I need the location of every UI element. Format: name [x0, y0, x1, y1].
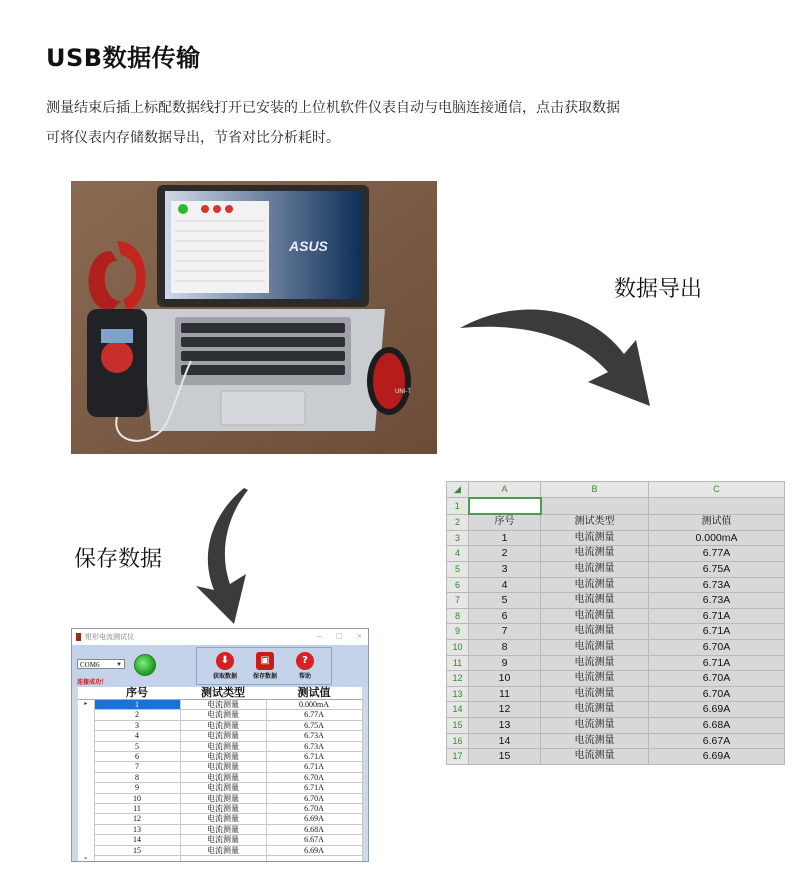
grid-cell[interactable]: 14: [94, 835, 180, 845]
connection-status: 连接成功！: [77, 680, 108, 686]
sheet-cell[interactable]: 4: [469, 577, 541, 593]
sheet-cell[interactable]: 9: [469, 655, 541, 671]
sheet-cell[interactable]: 11: [469, 686, 541, 702]
grid-row[interactable]: [78, 845, 362, 855]
sheet-row: [447, 624, 785, 640]
grid-cell[interactable]: 6.77A: [266, 710, 362, 720]
grid-cell[interactable]: 6.67A: [266, 835, 362, 845]
sheet-cell[interactable]: 电流测量: [541, 702, 649, 718]
sheet-cell[interactable]: 6.70A: [649, 639, 785, 655]
row-indicator: [78, 814, 94, 824]
sheet-cell[interactable]: 7: [469, 624, 541, 640]
sheet-cell[interactable]: 6.73A: [649, 577, 785, 593]
sheet-row: [447, 498, 785, 515]
grid-cell[interactable]: 8: [94, 772, 180, 782]
sheet-header-cell[interactable]: 测试值: [649, 514, 785, 530]
grid-cell[interactable]: 电流测量: [180, 731, 266, 741]
connection-indicator-icon: [134, 654, 156, 676]
row-number[interactable]: 4: [447, 546, 469, 562]
mouse-brand-text: UNI-T: [395, 389, 411, 395]
sheet-cell[interactable]: 电流测量: [541, 686, 649, 702]
grid-cell[interactable]: 7: [94, 762, 180, 772]
sheet-cell[interactable]: 电流测量: [541, 608, 649, 624]
row-indicator: [78, 710, 94, 720]
grid-row[interactable]: [78, 824, 362, 834]
grid-cell[interactable]: 15: [94, 845, 180, 855]
spreadsheet: [446, 481, 784, 763]
sheet-row: [447, 749, 785, 765]
app-toolbar: [72, 645, 368, 687]
grid-cell[interactable]: 电流测量: [180, 824, 266, 834]
grid-row[interactable]: [78, 762, 362, 772]
grid-row[interactable]: [78, 731, 362, 741]
row-indicator: [78, 845, 94, 855]
grid-cell[interactable]: 电流测量: [180, 741, 266, 751]
get-data-button[interactable]: [205, 652, 245, 680]
sheet-row: [447, 671, 785, 687]
grid-cell[interactable]: 5: [94, 741, 180, 751]
save-data-label: 保存数据: [252, 673, 277, 680]
section-heading: USB数据传输: [46, 44, 201, 72]
row-number[interactable]: 14: [447, 702, 469, 718]
row-number[interactable]: 1: [447, 498, 469, 515]
grid-row[interactable]: [78, 814, 362, 824]
sheet-cell[interactable]: 6.69A: [649, 702, 785, 718]
row-indicator: [78, 741, 94, 751]
sheet-cell[interactable]: 15: [469, 749, 541, 765]
sheet-cell[interactable]: 8: [469, 639, 541, 655]
sheet-header-cell[interactable]: 序号: [469, 514, 541, 530]
sheet-cell[interactable]: [649, 498, 785, 515]
sheet-cell[interactable]: 电流测量: [541, 530, 649, 546]
row-number[interactable]: 16: [447, 733, 469, 749]
grid-cell[interactable]: 电流测量: [180, 835, 266, 845]
sheet-row: [447, 577, 785, 593]
app-icon: [76, 633, 81, 641]
sheet-cell[interactable]: 电流测量: [541, 546, 649, 562]
sheet-cell[interactable]: 6.77A: [649, 546, 785, 562]
grid-cell[interactable]: 1: [94, 700, 180, 710]
sheet-row: [447, 655, 785, 671]
sheet-row: [447, 717, 785, 733]
row-number[interactable]: 17: [447, 749, 469, 765]
description-line-2: 可将仪表内存储数据导出，节省对比分析耗时。: [46, 130, 340, 146]
grid-cell[interactable]: 11: [94, 804, 180, 814]
row-indicator: [78, 752, 94, 762]
row-indicator: [78, 804, 94, 814]
description-line-1: 测量结束后插上标配数据线打开已安装的上位机软件仪表自动与电脑连接通信，点击获取数据: [46, 100, 620, 116]
grid-cell[interactable]: 6.73A: [266, 731, 362, 741]
row-indicator: [78, 762, 94, 772]
grid-header-row: [78, 687, 362, 700]
get-data-label: 获取数据: [212, 673, 237, 680]
row-indicator: [78, 720, 94, 730]
sheet-cell[interactable]: 电流测量: [541, 671, 649, 687]
corner-cell[interactable]: ◢: [447, 482, 469, 498]
sheet-cell[interactable]: 6.73A: [649, 593, 785, 609]
grid-cell[interactable]: [180, 856, 266, 862]
sheet-cell[interactable]: 6.68A: [649, 717, 785, 733]
sheet-cell[interactable]: 5: [469, 593, 541, 609]
row-number[interactable]: 6: [447, 577, 469, 593]
grid-cell[interactable]: 13: [94, 824, 180, 834]
help-icon: ?: [296, 652, 314, 670]
grid-row[interactable]: [78, 804, 362, 814]
spreadsheet-body: [447, 498, 785, 765]
sheet-cell[interactable]: 6: [469, 608, 541, 624]
sheet-cell[interactable]: 2: [469, 546, 541, 562]
sheet-cell[interactable]: 电流测量: [541, 593, 649, 609]
row-number[interactable]: 13: [447, 686, 469, 702]
row-indicator: [78, 783, 94, 793]
grid-cell[interactable]: 电流测量: [180, 845, 266, 855]
sheet-cell[interactable]: 电流测量: [541, 749, 649, 765]
grid-cell[interactable]: 6.70A: [266, 793, 362, 803]
save-label: 保存数据: [74, 547, 163, 572]
grid-cell[interactable]: 6: [94, 752, 180, 762]
grid-header-cell[interactable]: 测试值: [266, 687, 362, 700]
col-letter-b[interactable]: B: [541, 482, 649, 498]
row-number[interactable]: 8: [447, 608, 469, 624]
sheet-row: [447, 546, 785, 562]
sheet-cell[interactable]: 3: [469, 561, 541, 577]
sheet-cell[interactable]: 电流测量: [541, 624, 649, 640]
close-icon[interactable]: ×: [356, 631, 362, 641]
software-window: [71, 628, 369, 862]
grid-cell[interactable]: 2: [94, 710, 180, 720]
help-label: 帮助: [298, 673, 311, 680]
sheet-cell[interactable]: 电流测量: [541, 655, 649, 671]
row-number[interactable]: 11: [447, 655, 469, 671]
grid-header-cell[interactable]: 序号: [94, 687, 180, 700]
sheet-cell[interactable]: 6.71A: [649, 624, 785, 640]
row-number[interactable]: 7: [447, 593, 469, 609]
grid-cell[interactable]: 电流测量: [180, 793, 266, 803]
sheet-cell[interactable]: 6.75A: [649, 561, 785, 577]
port-value: COM6: [80, 661, 100, 669]
sheet-row: [447, 686, 785, 702]
export-label: 数据导出: [614, 277, 703, 302]
grid-row[interactable]: [78, 752, 362, 762]
grid-cell[interactable]: 6.69A: [266, 845, 362, 855]
sheet-cell[interactable]: 电流测量: [541, 717, 649, 733]
toolbar-button-group: [196, 647, 332, 685]
data-grid-table: [78, 687, 363, 862]
sheet-cell[interactable]: 电流测量: [541, 733, 649, 749]
grid-cell[interactable]: 电流测量: [180, 762, 266, 772]
photo-illustration: [71, 181, 437, 454]
col-letter-c[interactable]: C: [649, 482, 785, 498]
grid-cell[interactable]: [94, 856, 180, 862]
chevron-down-icon: ▼: [116, 662, 122, 668]
product-photo: [71, 181, 437, 454]
export-arrow: [458, 300, 658, 410]
sheet-cell[interactable]: 0.000mA: [649, 530, 785, 546]
grid-row[interactable]: [78, 793, 362, 803]
grid-cell[interactable]: 电流测量: [180, 752, 266, 762]
grid-row[interactable]: [78, 772, 362, 782]
grid-cell[interactable]: 12: [94, 814, 180, 824]
port-select[interactable]: [77, 659, 125, 669]
row-number[interactable]: 5: [447, 561, 469, 577]
help-button[interactable]: [285, 652, 325, 680]
sheet-cell[interactable]: 6.70A: [649, 686, 785, 702]
grid-row[interactable]: [78, 700, 362, 710]
selected-cell[interactable]: [469, 498, 541, 515]
row-number[interactable]: 9: [447, 624, 469, 640]
grid-cell[interactable]: 4: [94, 731, 180, 741]
row-indicator: [78, 731, 94, 741]
grid-cell[interactable]: 0.000mA: [266, 700, 362, 710]
data-grid: [78, 687, 362, 861]
sheet-cell[interactable]: 6.71A: [649, 608, 785, 624]
sheet-cell[interactable]: 14: [469, 733, 541, 749]
grid-cell[interactable]: 电流测量: [180, 783, 266, 793]
save-icon: ▣: [256, 652, 274, 670]
maximize-icon[interactable]: □: [336, 631, 342, 641]
grid-cell[interactable]: 6.71A: [266, 752, 362, 762]
row-indicator: [78, 772, 94, 782]
sheet-row: [447, 608, 785, 624]
grid-cell[interactable]: 6.70A: [266, 772, 362, 782]
grid-cell[interactable]: 6.71A: [266, 762, 362, 772]
grid-cell[interactable]: 6.71A: [266, 783, 362, 793]
sheet-row: [447, 733, 785, 749]
sheet-cell[interactable]: 电流测量: [541, 561, 649, 577]
grid-row[interactable]: [78, 720, 362, 730]
grid-cell[interactable]: 电流测量: [180, 814, 266, 824]
window-titlebar: [72, 629, 368, 645]
grid-cell[interactable]: 电流测量: [180, 804, 266, 814]
sheet-cell[interactable]: 1: [469, 530, 541, 546]
sheet-row: [447, 702, 785, 718]
grid-row[interactable]: [78, 741, 362, 751]
grid-cell[interactable]: 电流测量: [180, 710, 266, 720]
window-title: 钳形电流测试仪: [85, 633, 134, 641]
row-indicator: [78, 835, 94, 845]
row-number[interactable]: 12: [447, 671, 469, 687]
sheet-cell[interactable]: 13: [469, 717, 541, 733]
save-arrow: [190, 486, 260, 626]
grid-cell[interactable]: 3: [94, 720, 180, 730]
sheet-cell[interactable]: [541, 498, 649, 515]
save-data-button[interactable]: [245, 652, 285, 680]
spreadsheet-table: [446, 481, 785, 765]
grid-cell[interactable]: [266, 856, 362, 862]
sheet-row: [447, 639, 785, 655]
sheet-row: [447, 561, 785, 577]
grid-new-row[interactable]: [78, 856, 362, 862]
sheet-cell[interactable]: 6.67A: [649, 733, 785, 749]
sheet-row: [447, 530, 785, 546]
grid-cell[interactable]: 10: [94, 793, 180, 803]
grid-cell[interactable]: 电流测量: [180, 700, 266, 710]
grid-row[interactable]: [78, 783, 362, 793]
sheet-cell[interactable]: 电流测量: [541, 577, 649, 593]
sheet-cell[interactable]: 6.70A: [649, 671, 785, 687]
grid-header-cell[interactable]: 测试类型: [180, 687, 266, 700]
grid-cell[interactable]: 6.73A: [266, 741, 362, 751]
sheet-cell[interactable]: 电流测量: [541, 639, 649, 655]
sheet-cell[interactable]: 12: [469, 702, 541, 718]
grid-cell[interactable]: 9: [94, 783, 180, 793]
grid-cell[interactable]: 6.70A: [266, 804, 362, 814]
data-grid-body: [78, 700, 362, 863]
grid-cell[interactable]: 电流测量: [180, 720, 266, 730]
row-number[interactable]: 10: [447, 639, 469, 655]
grid-indicator-header: [78, 687, 94, 700]
row-number[interactable]: 2: [447, 514, 469, 530]
row-indicator: [78, 793, 94, 803]
sheet-cell[interactable]: 6.69A: [649, 749, 785, 765]
grid-cell[interactable]: 电流测量: [180, 772, 266, 782]
row-number[interactable]: 3: [447, 530, 469, 546]
grid-row[interactable]: [78, 835, 362, 845]
column-letter-row: [447, 482, 785, 498]
row-pointer-icon: *: [84, 857, 88, 862]
sheet-header-cell[interactable]: 测试类型: [541, 514, 649, 530]
sheet-row: [447, 593, 785, 609]
sheet-cell[interactable]: 10: [469, 671, 541, 687]
grid-cell[interactable]: 6.68A: [266, 824, 362, 834]
sheet-cell[interactable]: 6.71A: [649, 655, 785, 671]
row-number[interactable]: 15: [447, 717, 469, 733]
download-icon: ⬇: [216, 652, 234, 670]
col-letter-a[interactable]: A: [469, 482, 541, 498]
row-pointer-icon: ▸: [84, 701, 88, 708]
sheet-header-row: [447, 514, 785, 530]
grid-cell[interactable]: 6.75A: [266, 720, 362, 730]
grid-cell[interactable]: 6.69A: [266, 814, 362, 824]
minimize-icon[interactable]: –: [317, 631, 322, 641]
screen-brand-text: ASUS: [289, 238, 328, 254]
grid-row[interactable]: [78, 710, 362, 720]
row-indicator: [78, 824, 94, 834]
